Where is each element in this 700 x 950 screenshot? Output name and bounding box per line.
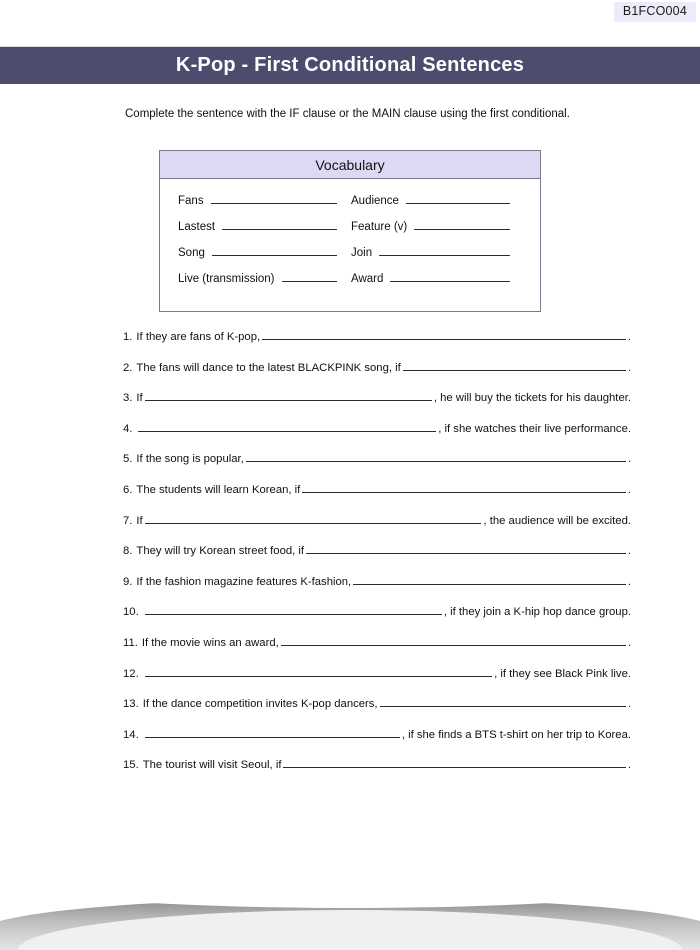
vocabulary-body xyxy=(160,179,540,311)
vocabulary-answer-blank[interactable] xyxy=(212,245,337,256)
page-curl-shadow xyxy=(0,892,700,950)
vocabulary-answer-blank[interactable] xyxy=(379,245,510,256)
vocabulary-entry xyxy=(178,271,351,285)
question-row xyxy=(123,757,631,788)
question-text-after: . xyxy=(627,759,631,772)
worksheet-title-bar xyxy=(0,46,700,84)
vocabulary-answer-blank[interactable] xyxy=(390,271,510,282)
vocabulary-header xyxy=(160,151,540,179)
questions-list xyxy=(123,329,631,788)
question-text-after: . xyxy=(627,698,631,711)
question-number: 3. xyxy=(123,392,133,405)
question-text-before: The tourist will visit Seoul, if xyxy=(142,759,282,772)
vocabulary-row xyxy=(178,193,524,219)
vocabulary-entry xyxy=(178,245,351,259)
question-number: 2. xyxy=(123,361,133,374)
question-text-after: , if she watches their live performance. xyxy=(438,422,631,435)
vocabulary-entry xyxy=(351,193,524,207)
question-text-after: , if they see Black Pink live. xyxy=(494,667,631,680)
vocabulary-entry xyxy=(351,245,524,259)
question-number: 6. xyxy=(123,483,133,496)
vocabulary-row xyxy=(178,271,524,297)
vocabulary-word: Fans xyxy=(178,195,204,207)
question-row xyxy=(123,390,631,421)
question-row xyxy=(123,635,631,666)
vocabulary-answer-blank[interactable] xyxy=(414,219,510,230)
question-number: 4. xyxy=(123,422,133,435)
question-answer-blank[interactable] xyxy=(306,543,626,554)
question-row xyxy=(123,696,631,727)
question-text-after: , if they join a K-hip hop dance group. xyxy=(443,606,631,619)
vocabulary-answer-blank[interactable] xyxy=(211,193,337,204)
question-text-after: , he will buy the tickets for his daughter. xyxy=(433,392,631,405)
question-number: 14. xyxy=(123,728,139,741)
question-answer-blank[interactable] xyxy=(262,329,626,340)
question-answer-blank[interactable] xyxy=(145,513,482,524)
question-row xyxy=(123,451,631,482)
question-answer-blank[interactable] xyxy=(145,604,442,615)
question-answer-blank[interactable] xyxy=(138,421,436,432)
question-row xyxy=(123,513,631,544)
vocabulary-answer-blank[interactable] xyxy=(222,219,337,230)
question-text-after: . xyxy=(627,331,631,343)
question-row xyxy=(123,666,631,697)
question-text-before: If the fashion magazine features K-fashion, xyxy=(136,575,352,588)
vocabulary-entry xyxy=(351,271,524,285)
vocabulary-word: Feature (v) xyxy=(351,221,408,233)
question-text-before: If they are fans of K-pop, xyxy=(136,331,261,343)
vocabulary-entry xyxy=(178,193,351,207)
question-row xyxy=(123,421,631,452)
question-answer-blank[interactable] xyxy=(403,360,626,371)
question-text-after: . xyxy=(627,636,631,649)
question-number: 7. xyxy=(123,514,133,527)
vocabulary-word: Lastest xyxy=(178,221,216,233)
vocabulary-title: Vocabulary xyxy=(315,156,385,173)
vocabulary-word: Live (transmission) xyxy=(178,273,275,285)
vocabulary-word: Join xyxy=(351,247,373,259)
question-text-before: If the movie wins an award, xyxy=(141,636,279,649)
worksheet-code-badge: B1FCO004 xyxy=(614,2,696,22)
question-number: 11. xyxy=(123,636,138,649)
question-answer-blank[interactable] xyxy=(302,482,626,493)
question-text-before: The students will learn Korean, if xyxy=(136,483,301,496)
question-number: 8. xyxy=(123,545,133,558)
question-number: 15. xyxy=(123,759,139,772)
question-text-after: . xyxy=(627,575,631,588)
question-row xyxy=(123,329,631,360)
question-answer-blank[interactable] xyxy=(145,390,432,401)
question-text-after: . xyxy=(627,483,631,496)
question-answer-blank[interactable] xyxy=(145,666,492,677)
question-row xyxy=(123,543,631,574)
question-row xyxy=(123,360,631,391)
question-text-after: , if she finds a BTS t-shirt on her trip to Korea. xyxy=(401,728,631,741)
question-text-after: . xyxy=(627,361,631,374)
question-text-before: They will try Korean street food, if xyxy=(136,545,305,558)
question-row xyxy=(123,604,631,635)
question-number: 10. xyxy=(123,606,139,619)
vocabulary-word: Award xyxy=(351,273,384,285)
vocabulary-answer-blank[interactable] xyxy=(406,193,510,204)
vocabulary-row xyxy=(178,245,524,271)
question-text-before: If the dance competition invites K-pop dancers, xyxy=(142,698,378,711)
question-number: 1. xyxy=(123,331,133,343)
question-number: 9. xyxy=(123,575,133,588)
question-row xyxy=(123,727,631,758)
page-title: K-Pop - First Conditional Sentences xyxy=(175,54,525,76)
question-answer-blank[interactable] xyxy=(246,451,626,462)
question-number: 13. xyxy=(123,698,139,711)
question-number: 5. xyxy=(123,453,133,466)
vocabulary-entry xyxy=(351,219,524,233)
vocabulary-entry xyxy=(178,219,351,233)
instruction-text: Complete the sentence with the IF clause or the MAIN clause using the first conditional. xyxy=(125,108,570,120)
question-row xyxy=(123,574,631,605)
vocabulary-row xyxy=(178,219,524,245)
question-text-after: . xyxy=(627,545,631,558)
question-text-after: , the audience will be excited. xyxy=(483,514,631,527)
question-answer-blank[interactable] xyxy=(281,635,626,646)
question-text-before: If xyxy=(136,392,143,405)
question-text-before: The fans will dance to the latest BLACKPINK song, if xyxy=(136,361,401,374)
vocabulary-word: Audience xyxy=(351,195,399,207)
vocabulary-answer-blank[interactable] xyxy=(282,271,338,282)
question-answer-blank[interactable] xyxy=(283,757,625,768)
question-text-before: If the song is popular, xyxy=(136,453,244,466)
question-text-before: If xyxy=(136,514,143,527)
question-number: 12. xyxy=(123,667,139,680)
vocabulary-word: Song xyxy=(178,247,205,259)
vocabulary-box xyxy=(159,150,541,312)
question-answer-blank[interactable] xyxy=(353,574,626,585)
question-row xyxy=(123,482,631,513)
question-answer-blank[interactable] xyxy=(145,727,400,738)
question-text-after: . xyxy=(627,453,631,466)
question-answer-blank[interactable] xyxy=(380,696,626,707)
